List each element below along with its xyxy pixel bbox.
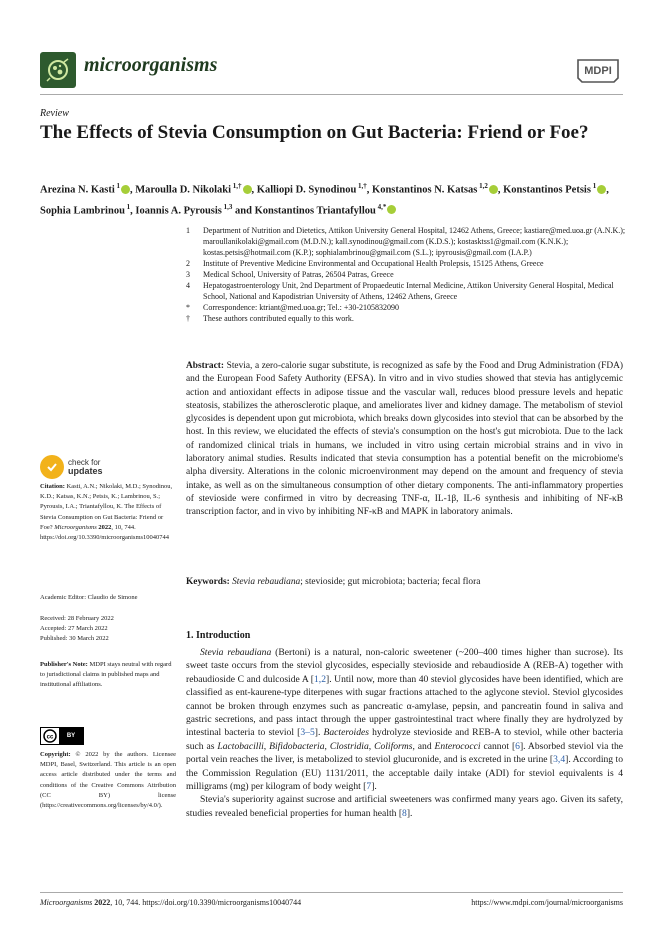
- affiliation-text: Department of Nutrition and Dietetics, Attikon University General Hospital, 12462 Athens, Greece; kastiare@med.uoa.gr (A.N.K.); maroullanikolaki@gmail.com (M.D.N.); kall.synodinou@gmail.com (K.D.S.); kostasktss1@gmail.com (K.N.K.); kostas.petsis@hotmail.com (K.P.); sophialambrinou@gmail.com (S.L.); ipyrousis@gmail.com (I.A.P.): [203, 226, 626, 257]
- affiliation-item: [186, 302, 626, 313]
- author-name[interactable]: Arezina N. Kasti: [40, 184, 115, 196]
- citation-text: Kasti, A.N.; Nikolaki, M.D.; Synodinou, K.D.; Katsas, K.N.; Petsis, K.; Lambrinou, S.; Pyrousis, I.A.; Triantafyllou, K. The Effects of Stevia Consumption on Gut Bacteria: Friend or Foe?: [40, 483, 173, 531]
- introduction-body: [186, 646, 623, 820]
- author-separator: and: [232, 205, 255, 216]
- affiliation-item: [186, 313, 626, 324]
- author-separator: ,: [251, 184, 257, 196]
- citation-block: [40, 482, 176, 543]
- received-date: Received: 28 February 2022: [40, 615, 114, 622]
- intro-paragraph: Stevia rebaudiana (Bertoni) is a natural, non-caloric sweetener (~200–400 times higher than sucrose). Its sweet taste occurs from the steviol glycosides, especially stevioside and rebaudioside A (REB-A) together with rebaudioside C and dulcoside A [1,2]. Until now, more than 40 steviol glycosides have been identified, which are classified as ent-kaurene-type diterpenes with sugar fractions attached to the aglycone steviol. Steviol glycosides cannot be broken through enzymes such as pancreatic α-amylase, pepsin, and pancreatin found in saliva and gastric secretions, and pass intact through the upper gastrointestinal tract where finally they are hydrolyzed by intestinal bacteria to steviol [3–5]. Bacteroides hydrolyze stevioside and REB-A to steviol, while other bacteria such as Lactobacilli, Bifidobacteria, Clostridia, Coliforms, and Enterococci cannot [6]. Absorbed steviol via the portal vein reaches the liver, is metabolized to steviol glucuronide, and is excreted in the urine [3,4]. According to the Commission Regulation (EU) 1131/2011, the acceptable daily intake (ADI) for steviol equivalents is 4 milligrams (mg) per kilogram of body weight [7].: [186, 647, 624, 793]
- affiliation-mark: 4: [186, 281, 190, 290]
- citation-doi[interactable]: , 10, 744. https://doi.org/10.3390/microorganisms10040744: [40, 523, 170, 542]
- author-affiliation-mark: 1,2: [477, 182, 488, 190]
- citation-link[interactable]: 3–5: [300, 727, 315, 739]
- citation-link[interactable]: 1,2: [314, 673, 326, 685]
- copyright-text: © 2022 by the authors. Licensee MDPI, Basel, Switzerland. This article is an open access article distributed under the terms and conditions of the Creative Commons Attribution (CC BY) license (https://creativecommons.org/licenses/by/4.0/).: [40, 751, 176, 810]
- copyright-block: [40, 750, 176, 811]
- affiliation-mark: 1: [186, 226, 190, 235]
- publisher-note: [40, 660, 176, 691]
- published-date: Published: 30 March 2022: [40, 635, 109, 643]
- affiliation-mark: 2: [186, 259, 190, 268]
- affiliation-text: Medical School, University of Patras, 26504 Patras, Greece: [203, 270, 394, 279]
- author-separator: ,: [130, 184, 136, 196]
- orcid-icon[interactable]: [243, 185, 252, 194]
- author-list: [40, 178, 620, 219]
- citation-link[interactable]: 8: [402, 807, 407, 819]
- author-affiliation-mark: 1: [124, 202, 131, 211]
- publisher-note-text: MDPI stays neutral with regard to jurisdictional claims in published maps and institutional affiliations.: [40, 661, 172, 689]
- author-name[interactable]: Maroulla D. Nikolaki: [135, 184, 232, 196]
- affiliations: [186, 225, 626, 324]
- footer-journal-url[interactable]: https://www.mdpi.com/journal/microorganisms: [471, 898, 623, 907]
- author-name[interactable]: Ioannis A. Pyrousis: [135, 205, 222, 216]
- keyword-species: Stevia rebaudiana: [232, 577, 301, 587]
- cc-icon: [41, 728, 59, 744]
- citation-label: Citation:: [40, 483, 65, 490]
- accepted-date: Accepted: 27 March 2022: [40, 625, 108, 633]
- footer-year: 2022: [94, 898, 111, 907]
- author-separator: ,: [497, 184, 504, 196]
- footer-rule: [40, 892, 623, 893]
- citation-journal: Microorganisms: [54, 523, 97, 531]
- footer-journal: Microorganisms: [40, 898, 93, 907]
- microbe-icon: [44, 56, 72, 84]
- affiliation-mark: 3: [186, 270, 190, 279]
- citation-link[interactable]: 3,4: [553, 754, 566, 766]
- copyright-label: Copyright:: [40, 751, 71, 758]
- abstract-text: Stevia, a zero-calorie sugar substitute, is recognized as safe by the Food and Drug Administration (FDA) and the European Food Safety Authority (EFSA). In vitro and in vivo studies showed that stevia has antiglycemic action and antioxidant effects in adipose tissue and the vascular wall, reduces blood pressure levels and hepatic steatosis, stabilizes the atherosclerotic plaque, and ameliorates liver and kidney damage. The metabolism of steviol glycosides is dependent upon gut microbiota, which breaks down glycosides into steviol that can be absorbed by the host. In this review, we elucidated the effects of stevia's consumption on the host's gut microbiota. Due to the lack of randomized clinical trials in humans, we included in vitro using certain microbial strains and in vivo in laboratory animal studies. Results indicated that stevia consumption has a potential benefit on the microbiome's alpha diversity. Alterations in the colonic microenvironment may depend on the amount and frequency of stevia intake, as well as on the simultaneous consumption of other dietary components. The anti-inflammatory properties of stevioside were confirmed in vitro by decreasing TNF-α, IL-1β, IL-6 synthesis and inhibiting of NF-κB transcription factor, and in vivo by inhibiting NF-κB and MAPK in laboratory animals.: [186, 361, 624, 518]
- author-affiliation-mark: 1: [590, 182, 597, 190]
- affiliation-item: [186, 258, 626, 269]
- keywords-rest: ; stevioside; gut microbiota; bacteria; fecal flora: [300, 577, 481, 587]
- abstract-label: Abstract:: [186, 361, 225, 371]
- academic-editor: Academic Editor: Claudio de Simone: [40, 594, 138, 601]
- affiliation-text: Correspondence: ktriant@med.uoa.gr; Tel.: +30-2105832090: [203, 303, 400, 312]
- journal-name: microorganisms: [84, 54, 218, 76]
- check-for-updates-button[interactable]: [40, 455, 103, 479]
- author-affiliation-mark: 1,†: [231, 182, 242, 190]
- svg-text:cc: cc: [46, 734, 54, 741]
- author-affiliation-mark: 4,*: [375, 202, 387, 211]
- keywords: [186, 576, 623, 589]
- article-dates: [40, 614, 176, 645]
- footer-citation: [40, 898, 301, 907]
- affiliation-item: [186, 269, 626, 280]
- check-updates-top: check for: [68, 458, 101, 467]
- orcid-icon[interactable]: [387, 205, 396, 214]
- abstract: [186, 360, 623, 520]
- affiliation-text: Hepatogastroenterology Unit, 2nd Department of Propaedeutic Internal Medicine, Attikon University General Hospital, Medical School, National and Kapodistrian University of Athens, 12462 Athens, Greece: [203, 281, 614, 301]
- check-updates-icon: [40, 455, 64, 479]
- journal-logo: [40, 52, 76, 88]
- header-rule: [40, 94, 623, 95]
- author-name[interactable]: Sophia Lambrinou: [40, 205, 125, 216]
- author-name[interactable]: Kalliopi D. Synodinou: [256, 184, 357, 196]
- orcid-icon[interactable]: [489, 185, 498, 194]
- author-name[interactable]: Konstantinos N. Katsas: [372, 184, 478, 196]
- publisher-name: MDPI: [584, 65, 612, 77]
- section-heading: 1. Introduction: [186, 630, 251, 641]
- affiliation-text: Institute of Preventive Medicine Environmental and Occupational Health Prolepsis, 15125 Athens, Greece: [203, 259, 544, 268]
- footer-doi[interactable]: , 10, 744. https://doi.org/10.3390/microorganisms10040744: [110, 898, 302, 907]
- author-separator: ,: [366, 184, 373, 196]
- check-updates-bottom: updates: [68, 466, 103, 476]
- author-affiliation-mark: 1,3: [221, 202, 233, 211]
- article-type: Review: [40, 108, 69, 119]
- author-name[interactable]: Konstantinos Triantafyllou: [254, 205, 376, 216]
- author-separator: ,: [606, 184, 609, 196]
- affiliation-mark: †: [186, 314, 190, 323]
- author-name[interactable]: Konstantinos Petsis: [503, 184, 591, 196]
- publisher-note-label: Publisher's Note:: [40, 661, 88, 668]
- cc-by-badge[interactable]: [40, 727, 84, 745]
- mdpi-logo: [574, 56, 622, 84]
- author-affiliation-mark: 1,†: [356, 182, 367, 190]
- keywords-label: Keywords:: [186, 577, 230, 587]
- intro-paragraph: Stevia's superiority against sucrose and artificial sweeteners was confirmed many years ago. Given its safety, studies revealed beneficial properties for human health [8].: [186, 794, 623, 819]
- cc-by-label: BY: [59, 728, 83, 744]
- orcid-icon[interactable]: [597, 185, 606, 194]
- citation-link[interactable]: 6: [515, 740, 520, 752]
- article-title: The Effects of Stevia Consumption on Gut Bacteria: Friend or Foe?: [40, 122, 589, 143]
- citation-year: 2022: [98, 523, 112, 531]
- author-separator: ,: [130, 205, 136, 216]
- orcid-icon[interactable]: [121, 185, 130, 194]
- affiliation-item: [186, 280, 626, 302]
- citation-link[interactable]: 7: [366, 781, 372, 793]
- affiliation-text: These authors contributed equally to this work.: [203, 314, 354, 323]
- author-affiliation-mark: 1: [114, 182, 121, 190]
- affiliation-item: [186, 225, 626, 258]
- affiliation-mark: *: [186, 303, 190, 312]
